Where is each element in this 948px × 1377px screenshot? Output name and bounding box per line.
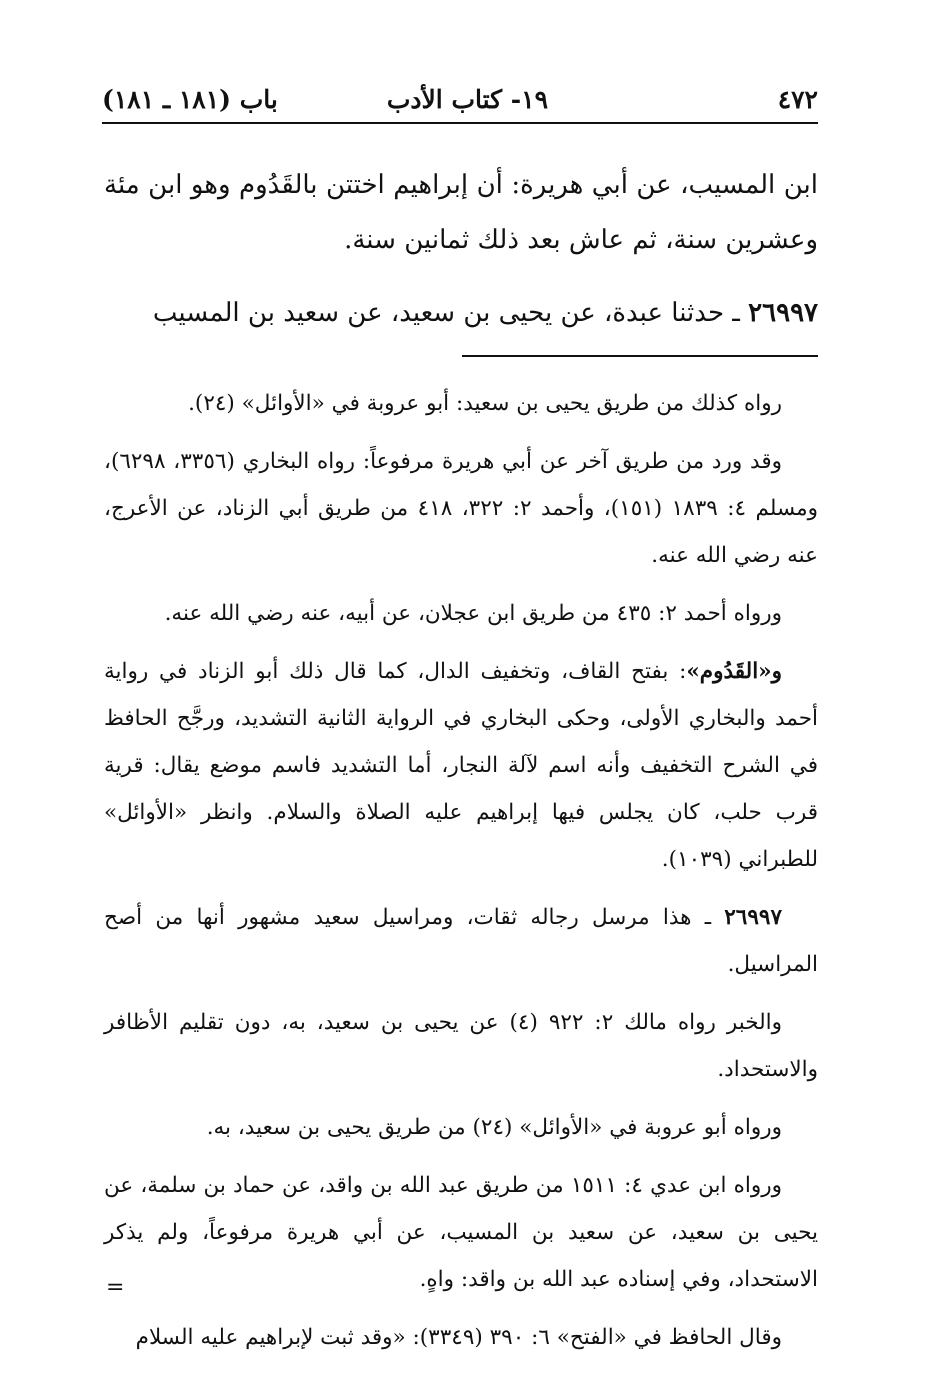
footnote-text: : بفتح القاف، وتخفيف الدال، كما قال ذلك أبو الزناد في رواية أحمد والبخاري الأولى، وحكى البخاري في الرواية الثانية التشديد، ورجَّح الحافظ في الشرح التخفيف وأنه اسم لآلة النجار، أما التشديد فاسم موضع يقال: قرية قرب حلب، كان يجلس فيها إبراهيم عليه الصلاة والسلام. وانظر «الأوائل» للطبراني (١٠٣٩).	[104, 659, 818, 872]
footnote-paragraph: وقد ورد من طريق آخر عن أبي هريرة مرفوعاً: رواه البخاري (٣٣٥٦، ٦٢٩٨)، ومسلم ٤: ١٨٣٩ (١٥١)، وأحمد ٢: ٣٢٢، ٤١٨ من طريق أبي الزناد، عن الأعرج، عنه رضي الله عنه.	[104, 449, 819, 568]
footnote-paragraph: والخبر رواه مالك ٢: ٩٢٢ (٤) عن يحيى بن سعيد، به، دون تقليم الأظافر والاستحداد.	[104, 1010, 818, 1082]
footnotes	[104, 380, 818, 1372]
footnote-paragraph: ورواه ابن عدي ٤: ١٥١١ من طريق عبد الله بن واقد، عن حماد بن سلمة، عن يحيى بن سعيد، عن سعيد بن المسيب، عن أبي هريرة مرفوعاً، ولم يذكر الاستحداد، وفي إسناده عبد الله بن واقد: واهٍ.	[104, 1173, 818, 1292]
page-number: ٤٧٢	[777, 85, 818, 114]
main-continuation: ابن المسيب، عن أبي هريرة: أن إبراهيم اختتن بالقَدُوم وهو ابن مئة وعشرين سنة، ثم عاش بعد ذلك ثمانين سنة.	[104, 170, 818, 255]
footnote-paragraph: وقال الحافظ في «الفتح» ٦: ٣٩٠ (٣٣٤٩): «وقد ثبت لإبراهيم عليه السلام	[135, 1325, 782, 1350]
footnote-paragraph: رواه كذلك من طريق يحيى بن سعيد: أبو عروبة في «الأوائل» (٢٤).	[188, 391, 782, 416]
page-header	[102, 72, 818, 124]
hadith-text: ـ حدثنا عبدة، عن يحيى بن سعيد، عن سعيد بن المسيب	[152, 298, 749, 328]
footnote-text: ـ هذا مرسل رجاله ثقات، ومراسيل سعيد مشهور أنها من أصح المراسيل.	[104, 905, 818, 977]
main-text	[104, 158, 818, 341]
hadith-number: ٢٦٩٩٧	[748, 298, 818, 328]
hadith-paragraph	[104, 286, 818, 341]
footnote-paragraph: ورواه أحمد ٢: ٤٣٥ من طريق ابن عجلان، عن أبيه، عنه رضي الله عنه.	[164, 601, 782, 626]
footnote-divider	[462, 355, 818, 357]
footnote-paragraph: ورواه أبو عروبة في «الأوائل» (٢٤) من طريق يحيى بن سعيد، به.	[206, 1115, 782, 1140]
chapter-heading: باب (١٨١ ـ ١٨١)	[102, 85, 278, 114]
footnote-number: ٢٦٩٩٧	[724, 905, 782, 930]
footnote-paragraph	[104, 894, 818, 988]
footnote-term: و«القَدُوم»	[686, 659, 782, 684]
book-title: ١٩- كتاب الأدب	[386, 85, 548, 114]
footnote-paragraph	[104, 648, 818, 883]
continuation-mark: =	[106, 1275, 125, 1300]
